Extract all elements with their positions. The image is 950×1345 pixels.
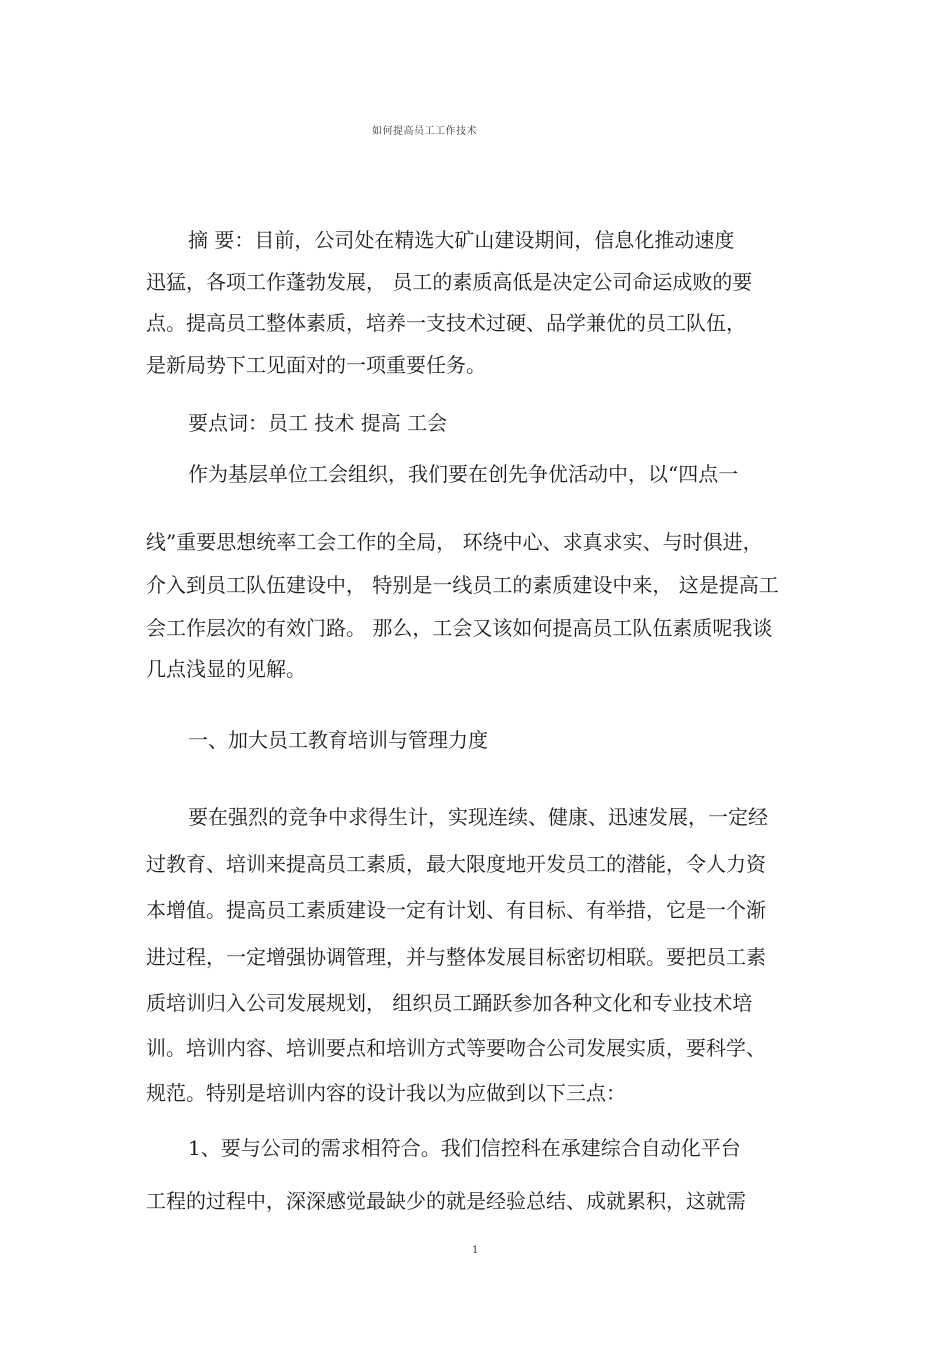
section-paragraph-line: 要在强烈的竞争中求得生计，实现连续、健康、迅速发展，一定经 (188, 805, 768, 829)
section-paragraph-line: 本增值。提高员工素质建设一定有计划、有目标、有举措，它是一个渐 (146, 898, 766, 922)
intro-line: 作为基层单位工会组织，我们要在创先争优活动中，以“四点一 (188, 462, 739, 486)
intro-line: 线”重要思想统率工会工作的全局， 环绕中心、求真求实、与时俱进， (146, 530, 763, 554)
section-paragraph-line: 质培训归入公司发展规划， 组织员工踊跃参加各种文化和专业技术培 (146, 991, 753, 1015)
section-paragraph-line: 规范。特别是培训内容的设计我以为应做到以下三点： (146, 1081, 626, 1105)
section-paragraph-line: 进过程，一定增强协调管理，并与整体发展目标密切相联。要把员工素 (146, 945, 766, 969)
page-number: 1 (472, 1245, 479, 1256)
section-heading: 一、加大员工教育培训与管理力度 (188, 728, 488, 752)
intro-line: 介入到员工队伍建设中， 特别是一线员工的素质建设中来， 这是提高工 (146, 573, 779, 597)
point-line: 工程的过程中，深深感觉最缺少的就是经验总结、成就累积，这就需 (146, 1189, 746, 1213)
abstract-line: 是新局势下工见面对的一项重要任务。 (146, 353, 486, 377)
keywords-line: 要点词：员工 技术 提高 工会 (188, 411, 448, 435)
abstract-line: 摘 要：目前，公司处在精选大矿山建设期间，信息化推动速度 (188, 228, 735, 252)
section-paragraph-line: 过教育、培训来提高员工素质，最大限度地开发员工的潜能，令人力资 (146, 852, 766, 876)
point-line: 1、要与公司的需求相符合。我们信控科在承建综合自动化平台 (188, 1136, 741, 1160)
section-paragraph-line: 训。培训内容、培训要点和培训方式等要吻合公司发展实质，要科学、 (146, 1036, 766, 1060)
abstract-line: 迅猛，各项工作蓬勃发展， 员工的素质高低是决定公司命运成败的要 (146, 270, 753, 294)
document-title: 如何提高员工工作技术 (372, 126, 477, 137)
intro-line: 会工作层次的有效门路。 那么，工会又该如何提高员工队伍素质呢我谈 (146, 616, 773, 640)
intro-line: 几点浅显的见解。 (146, 657, 306, 681)
abstract-line: 点。提高员工整体素质，培养一支技术过硬、品学兼优的员工队伍， (146, 311, 746, 335)
